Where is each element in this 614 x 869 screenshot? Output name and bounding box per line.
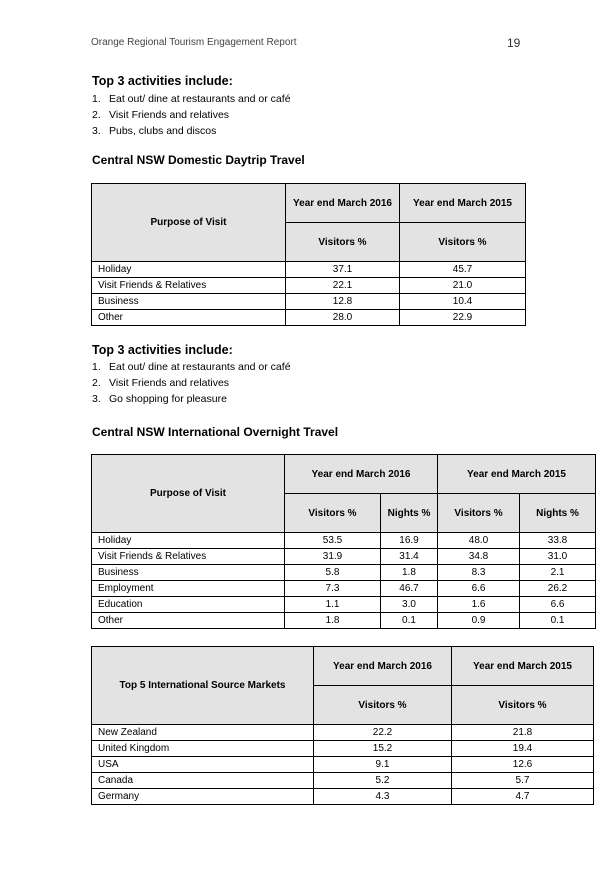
- col-header-2015: Year end March 2015: [452, 647, 594, 686]
- col-header-purpose: Purpose of Visit: [92, 455, 285, 533]
- list-item: 3. Pubs, clubs and discos: [92, 125, 217, 137]
- activities-list-1: [92, 91, 291, 139]
- daytrip-heading: Central NSW Domestic Daytrip Travel: [92, 153, 305, 167]
- table-row: Canada 5.2 5.7: [92, 773, 594, 789]
- table-row: Other 1.8 0.1 0.9 0.1: [92, 613, 596, 629]
- list-item: 1. Eat out/ dine at restaurants and or café: [92, 361, 291, 373]
- list-item: 1. Eat out/ dine at restaurants and or café: [92, 93, 291, 105]
- subheader-visitors-2015: Visitors %: [400, 223, 526, 262]
- table-row: Visit Friends & Relatives 22.1 21.0: [92, 278, 526, 294]
- col-header-purpose: Purpose of Visit: [92, 184, 286, 262]
- subheader-nights-2016: Nights %: [381, 494, 438, 533]
- international-heading: Central NSW International Overnight Travel: [92, 425, 339, 439]
- table-row: Holiday 37.1 45.7: [92, 262, 526, 278]
- col-header-2016: Year end March 2016: [285, 455, 438, 494]
- table-row: Visit Friends & Relatives 31.9 31.4 34.8 31.0: [92, 549, 596, 565]
- table-row: Business 12.8 10.4: [92, 294, 526, 310]
- table-row: USA 9.1 12.6: [92, 757, 594, 773]
- table-row: Business 5.8 1.8 8.3 2.1: [92, 565, 596, 581]
- report-title: Orange Regional Tourism Engagement Report: [91, 37, 297, 48]
- table-row: Germany 4.3 4.7: [92, 789, 594, 805]
- daytrip-table: [91, 183, 526, 326]
- activities-list-2: [92, 359, 291, 407]
- col-header-2016: Year end March 2016: [314, 647, 452, 686]
- subheader-visitors-2016: Visitors %: [285, 494, 381, 533]
- col-header-2015: Year end March 2015: [438, 455, 596, 494]
- subheader-visitors-2016: Visitors %: [314, 686, 452, 725]
- list-item: 2. Visit Friends and relatives: [92, 377, 230, 389]
- subheader-visitors-2015: Visitors %: [452, 686, 594, 725]
- list-item: 3. Go shopping for pleasure: [92, 393, 227, 405]
- source-markets-table: [91, 646, 594, 805]
- activities-heading-2: Top 3 activities include:: [92, 343, 233, 357]
- page-number: 19: [507, 36, 521, 50]
- table-row: Education 1.1 3.0 1.6 6.6: [92, 597, 596, 613]
- col-header-2015: Year end March 2015: [400, 184, 526, 223]
- table-row: United Kingdom 15.2 19.4: [92, 741, 594, 757]
- table-row: Employment 7.3 46.7 6.6 26.2: [92, 581, 596, 597]
- list-item: 2. Visit Friends and relatives: [92, 109, 230, 121]
- subheader-nights-2015: Nights %: [520, 494, 596, 533]
- international-table: [91, 454, 596, 629]
- col-header-2016: Year end March 2016: [286, 184, 400, 223]
- table-row: New Zealand 22.2 21.8: [92, 725, 594, 741]
- col-header-market: Top 5 International Source Markets: [92, 647, 314, 725]
- table-row: Holiday 53.5 16.9 48.0 33.8: [92, 533, 596, 549]
- subheader-visitors-2016: Visitors %: [286, 223, 400, 262]
- subheader-visitors-2015: Visitors %: [438, 494, 520, 533]
- table-row: Other 28.0 22.9: [92, 310, 526, 326]
- activities-heading-1: Top 3 activities include:: [92, 74, 233, 88]
